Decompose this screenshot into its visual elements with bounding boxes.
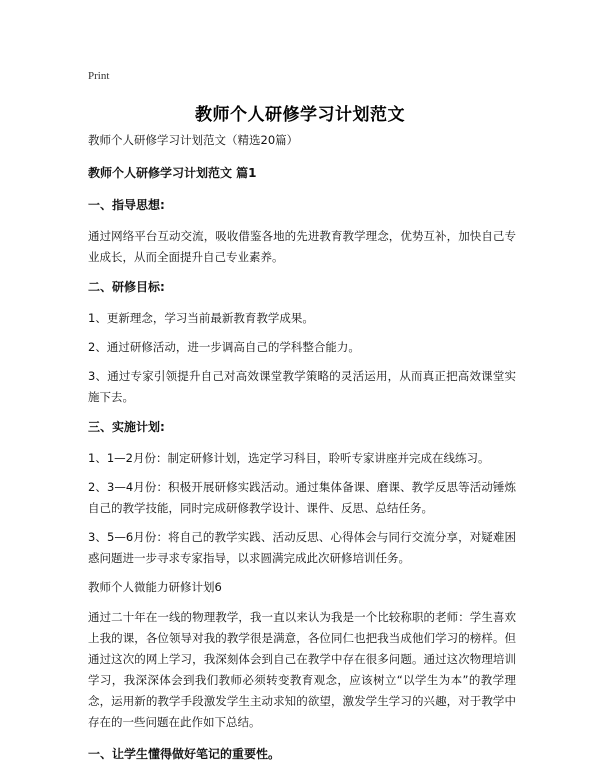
- goals-heading: 二、研修目标:: [88, 280, 165, 294]
- micro-ability-text: 通过二十年在一线的物理教学，我一直以来认为我是一个比较称职的老师：学生喜欢上我的课，各位领导对我的教学很是满意，各位同仁也把我当成他们学习的榜样。但通过这次的网上学习，我深刻体会到自己在教学中存在很多问题。通过这次物理培训学习，我深深体会到我们教师必须转变教育观念，应该树立“以学生为本”的教学理念，运用新的教学手段激发学生主动求知的欲望，激发学生学习的兴趣，对于教学中存在的一些问题在此作如下总结。: [88, 610, 516, 729]
- plan-item: 3、5—6月份：将自己的教学实践、活动反思、心得体会与同行交流分享，对疑难困惑问题进一步寻求专家指导，以求圆满完成此次研修培训任务。: [88, 530, 516, 565]
- plan-heading: 三、实施计划:: [88, 420, 165, 434]
- goal-item: 3、通过专家引领提升自己对高效课堂教学策略的灵活运用，从而真正把高效课堂实施下去。: [88, 369, 516, 404]
- section-title: 教师个人研修学习计划范文 篇1: [88, 166, 257, 180]
- document-subtitle: 教师个人研修学习计划范文（精选20篇）: [88, 133, 299, 147]
- guiding-text: 通过网络平台互动交流，吸收借鉴各地的先进教育教学理念，优势互补，加快自己专业成长，从而全面提升自己专业素养。: [88, 229, 516, 264]
- plan-item: 1、1—2月份：制定研修计划，选定学习科目，聆听专家讲座并完成在线练习。: [88, 451, 490, 465]
- notes-heading: 一、让学生懂得做好笔记的重要性。: [88, 747, 281, 761]
- goal-item: 1、更新理念，学习当前最新教育教学成果。: [88, 311, 314, 325]
- document-title: 教师个人研修学习计划范文: [195, 105, 405, 125]
- guiding-heading: 一、指导思想:: [88, 198, 165, 212]
- plan-item: 2、3—4月份：积极开展研修实践活动。通过集体备课、磨课、教学反思等活动锤炼自己的教学技能，同时完成研修教学设计、课件、反思、总结任务。: [88, 480, 516, 515]
- document-body: [88, 130, 516, 775]
- goal-item: 2、通过研修活动，进一步调高自己的学科整合能力。: [88, 340, 360, 354]
- micro-ability-title: 教师个人微能力研修计划6: [88, 580, 222, 594]
- print-label: Print: [88, 70, 110, 82]
